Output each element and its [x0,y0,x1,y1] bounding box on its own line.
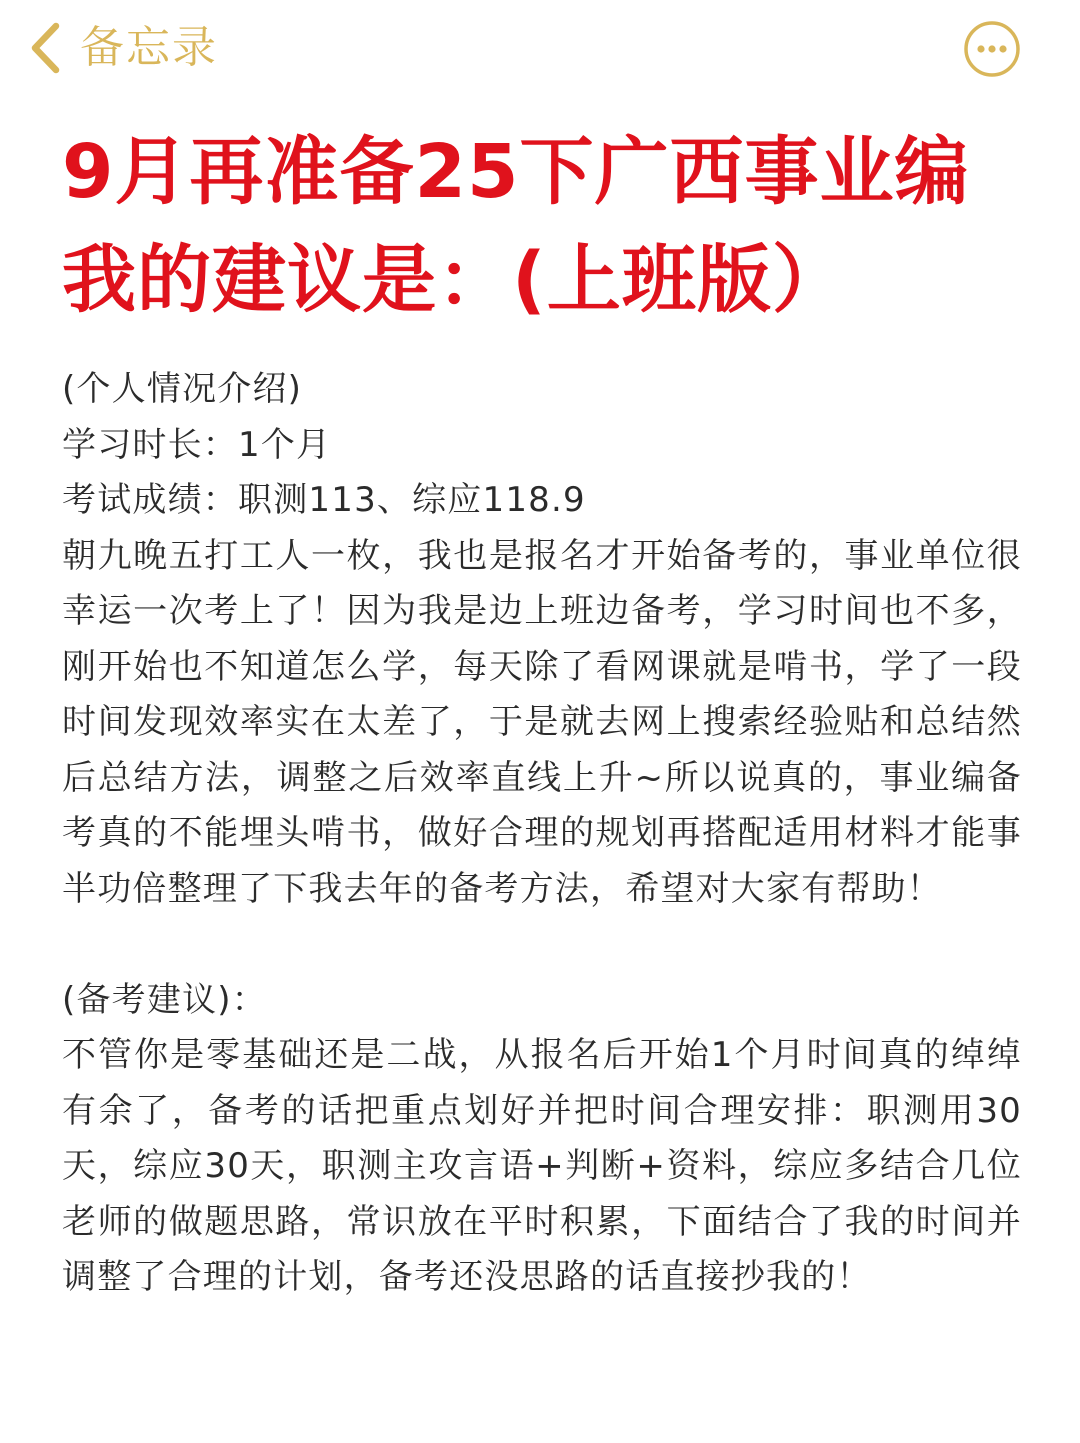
intro-paragraph: 朝九晚五打工人一枚，我也是报名才开始备考的，事业单位很幸运一次考上了！因为我是边上班边备考，学习时间也不多，刚开始也不知道怎么学，每天除了看网课就是啃书，学了一段时间发现效率实在太差了，于是就去网上搜索经验贴和总结然后总结方法，调整之后效率直线上升~所以说真的，事业编备考真的不能埋头啃书，做好合理的规划再搭配适用材料才能事半功倍整理了下我去年的备考方法，希望对大家有帮助！ [62,535,1022,909]
back-button[interactable] [28,18,218,78]
exam-scores: 考试成绩：职测113、综应118.9 [62,480,586,520]
ellipsis-circle-icon [963,20,1021,78]
blank-line [62,917,1022,973]
title-line-2: 我的建议是：(上班版） [62,237,847,323]
advice-heading: (备考建议)： [62,979,267,1020]
back-label: 备忘录 [80,22,218,73]
more-options-button[interactable] [963,20,1021,78]
advice-paragraph: 不管你是零基础还是二战，从报名后开始1个月时间真的绰绰有余了，备考的话把重点划好并把时间合理安排：职测用30天，综应30天，职测主攻言语+判断+资料，综应多结合几位老师的做题思路，常识放在平时积累，下面结合了我的时间并调整了合理的计划，备考还没思路的话直接抄我的！ [62,1035,1022,1297]
chevron-left-icon [28,21,62,75]
navigation-bar [0,0,1080,100]
study-time: 学习时长：1个月 [62,424,332,465]
intro-heading: (个人情况介绍) [62,369,303,409]
note-title [62,118,1062,334]
title-line-1: 9月再准备25下广西事业编 [62,129,970,215]
note-body [62,362,1022,1306]
